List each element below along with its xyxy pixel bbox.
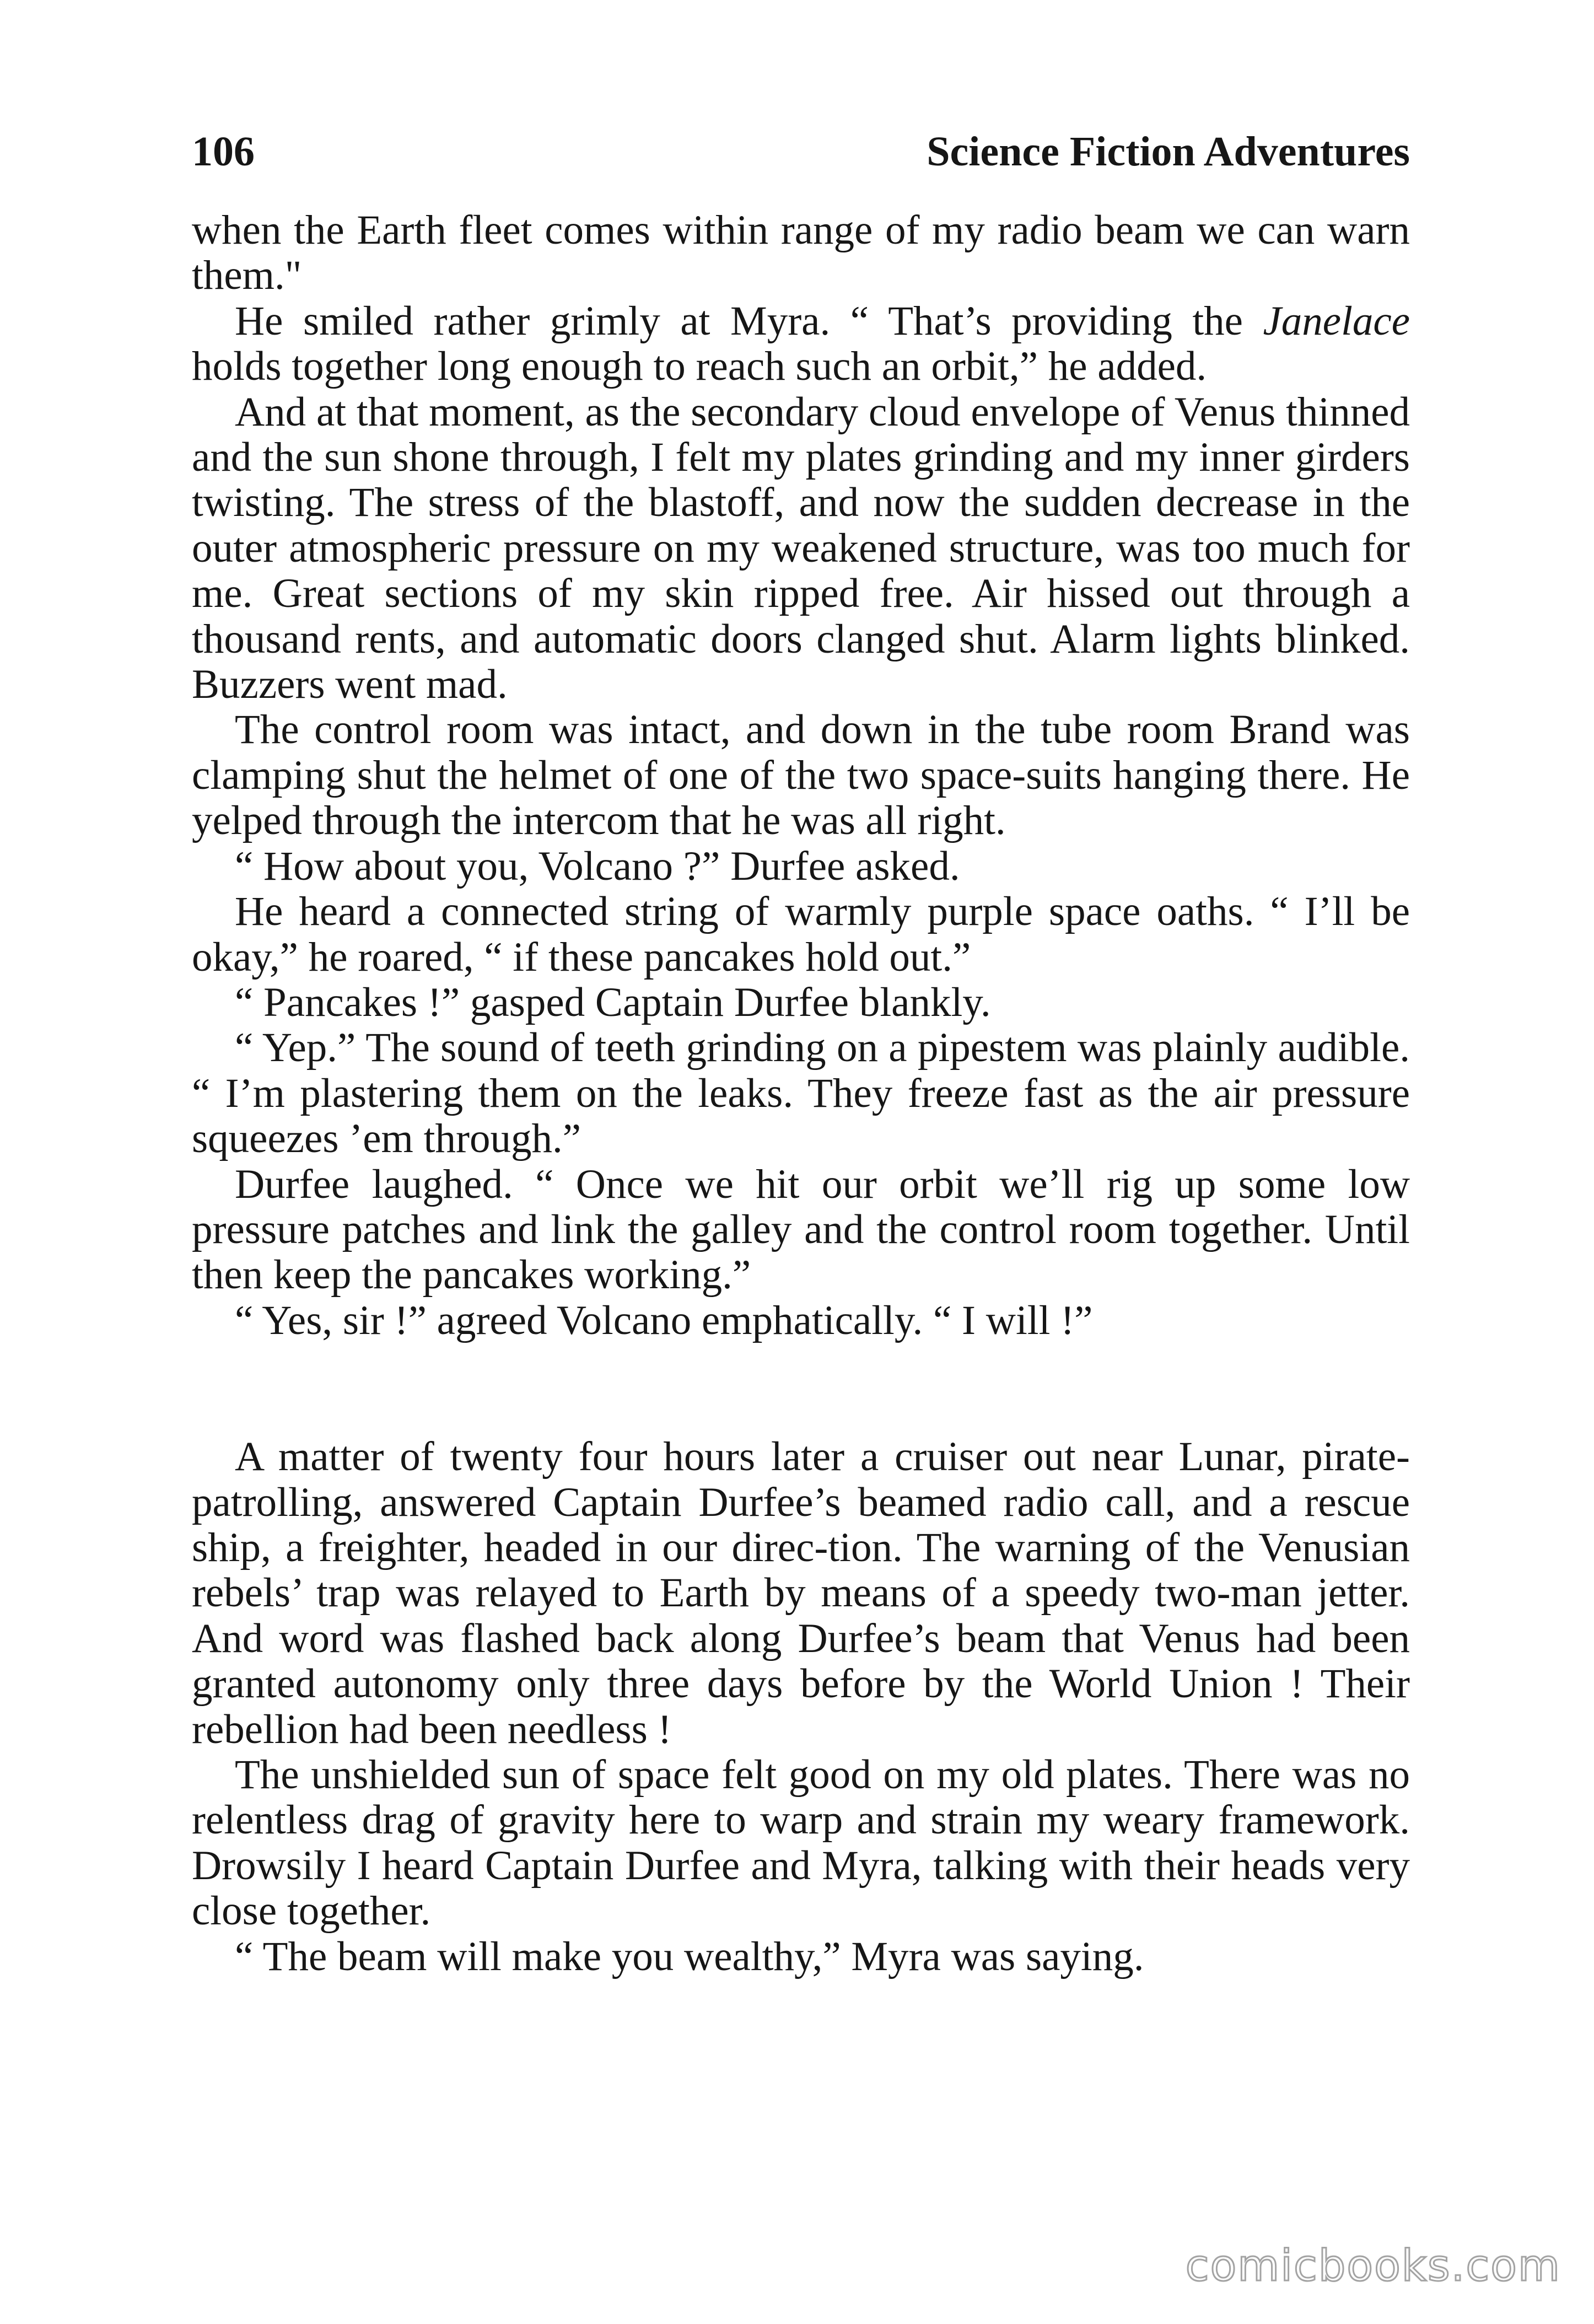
paragraph: “ Yes, sir !” agreed Volcano emphatically. “ I will !”	[235, 1297, 1093, 1343]
paragraph: “ Pancakes !” gasped Captain Durfee blankly.	[235, 979, 991, 1025]
paragraph: Durfee laughed. “ Once we hit our orbit we’ll rig up some low pressure patches and link the galley and the control room together. Until then keep the pancakes working.”	[192, 1161, 1410, 1298]
paragraph: A matter of twenty four hours later a cruiser out near Lunar, pirate-patrolling, answered Captain Durfee’s beamed radio call, and a rescue ship, a freighter, headed in our direc-tion. The warning of the Venusian rebels’ trap was relayed to Earth by means of a speedy two-man jetter. And word was flashed back along Durfee’s beam that Venus had been granted autonomy only three days before by the World Union ! Their rebellion had been needless !	[192, 1434, 1410, 1752]
paragraph: He heard a connected string of warmly purple space oaths. “ I’ll be okay,” he roared, “ if these pancakes hold out.”	[192, 889, 1410, 980]
paragraph-text: He smiled rather grimly at Myra. “ That’s providing the	[235, 298, 1263, 344]
paragraph-text: holds together long enough to reach such an orbit,” he added.	[192, 343, 1207, 390]
paragraph: “ Yep.” The sound of teeth grinding on a pipestem was plainly audible. “ I’m plastering them on the leaks. They freeze fast as the air pressure squeezes ’em through.”	[192, 1025, 1410, 1162]
body-text	[192, 208, 1410, 1979]
paragraph: And at that moment, as the secondary cloud envelope of Venus thinned and the sun shone through, I felt my plates grinding and my inner girders twisting. The stress of the blastoff, and now the sudden decrease in the outer atmospheric pressure on my weakened structure, was too much for me. Great sections of my skin ripped free. Air hissed out through a thousand rents, and automatic doors clanged shut. Alarm lights blinked. Buzzers went mad.	[192, 389, 1410, 708]
paragraph: “ The beam will make you wealthy,” Myra was saying.	[235, 1933, 1144, 1979]
paragraph: when the Earth fleet comes within range of my radio beam we can warn them."	[192, 207, 1410, 299]
running-title: Science Fiction Adventures	[927, 128, 1410, 175]
page-header	[192, 124, 1410, 179]
paragraph: The control room was intact, and down in the tube room Brand was clamping shut the helmet of one of the two space-suits hanging there. He yelped through the intercom that he was all right.	[192, 707, 1410, 844]
paragraph: “ How about you, Volcano ?” Durfee asked.	[235, 843, 960, 889]
paragraph	[192, 299, 1410, 390]
watermark-logo: comicbooks.com	[1185, 2241, 1561, 2291]
page-number: 106	[192, 128, 255, 175]
paragraph: The unshielded sun of space felt good on my old plates. There was no relentless drag of gravity here to warp and strain my weary framework. Drowsily I heard Captain Durfee and Myra, talking with their heads very close together.	[192, 1752, 1410, 1934]
ship-name-italic: Janelace	[1263, 298, 1410, 344]
